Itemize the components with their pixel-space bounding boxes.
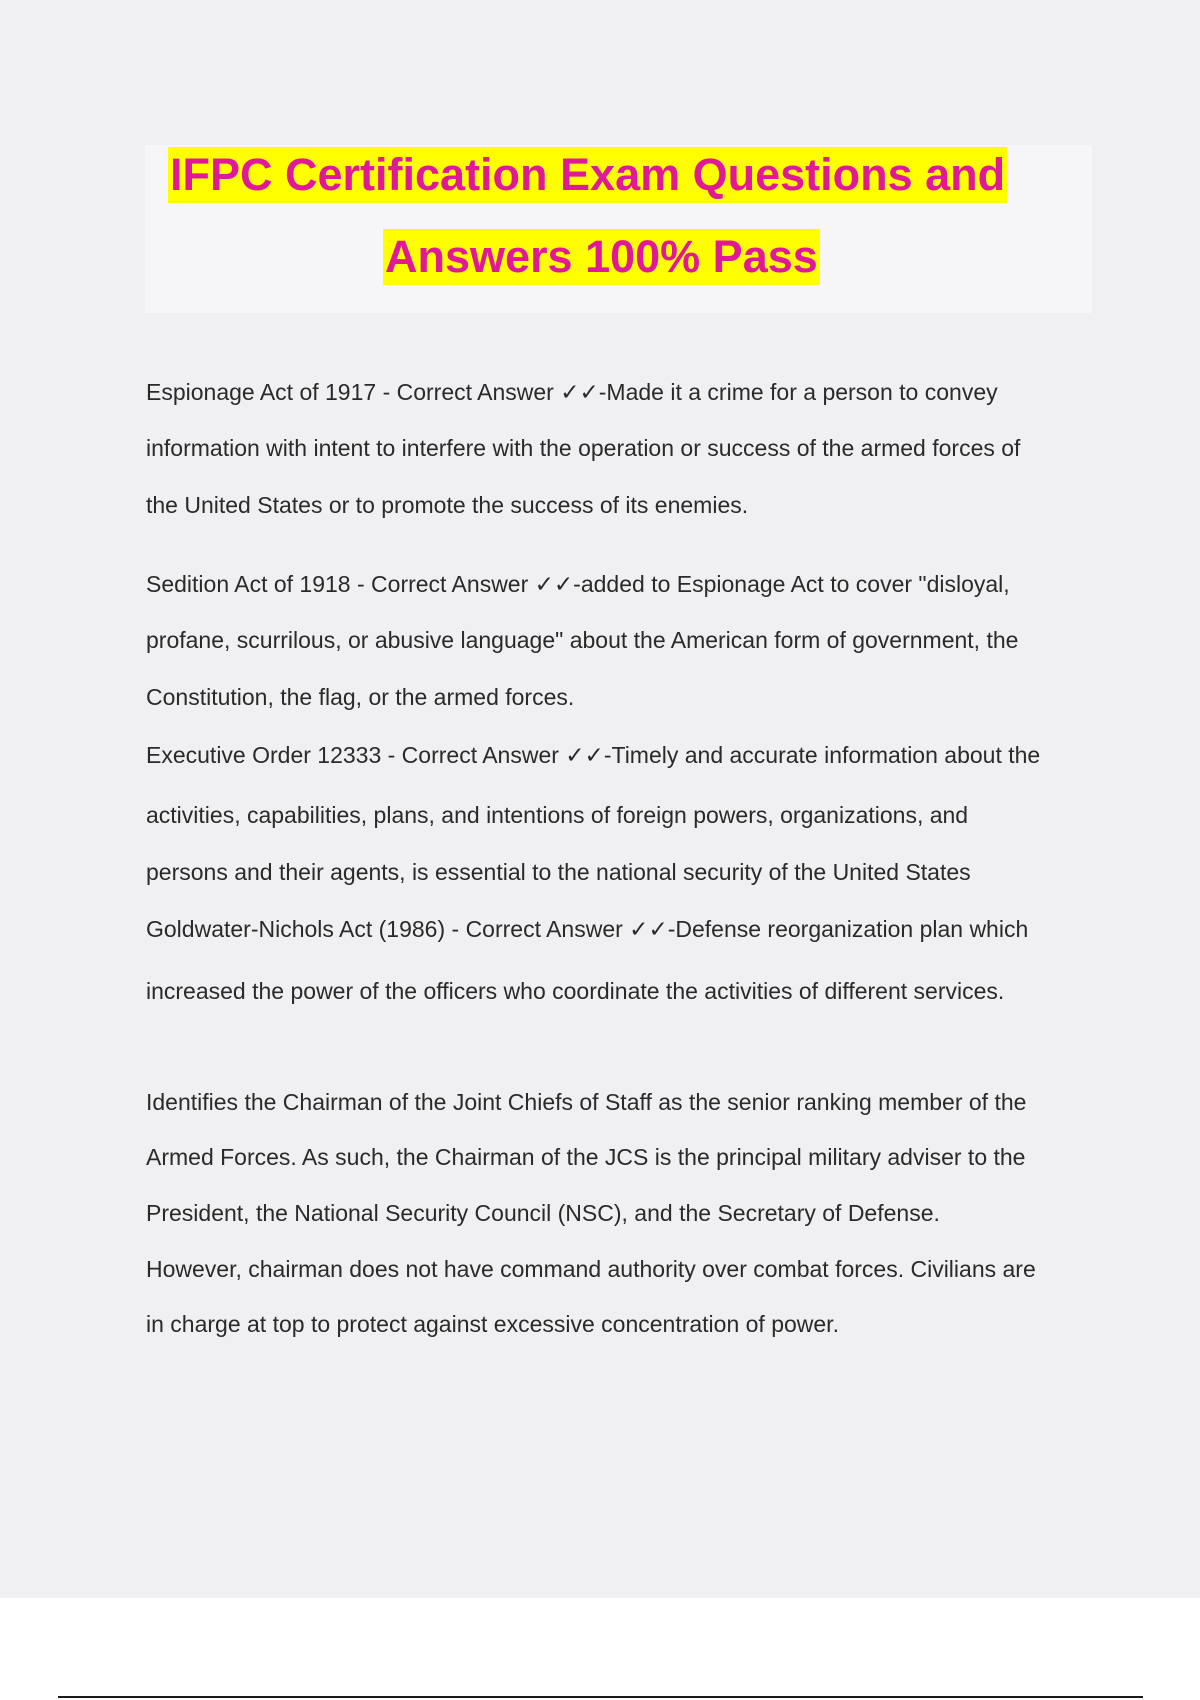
entry-eo12333-line-1: Executive Order 12333 - Correct Answer ✓✓-Timely and accurate information about the (146, 742, 1041, 768)
entry-jcs-line-4: However, chairman does not have command authority over combat forces. Civilians are (146, 1256, 1036, 1282)
document-title-line-1: IFPC Certification Exam Questions and (168, 147, 1007, 203)
entry-jcs-line-1: Identifies the Chairman of the Joint Chiefs of Staff as the senior ranking member of the (146, 1089, 1027, 1115)
entry-eo12333-line-3: persons and their agents, is essential to the national security of the United States (146, 859, 971, 885)
entry-sedition-line-1: Sedition Act of 1918 - Correct Answer ✓✓-added to Espionage Act to cover "disloyal, (146, 571, 1010, 597)
document-title-line-2: Answers 100% Pass (383, 229, 820, 285)
entry-jcs-line-3: President, the National Security Council (NSC), and the Secretary of Defense. (146, 1200, 940, 1226)
entry-goldwater-line-1: Goldwater-Nichols Act (1986) - Correct Answer ✓✓-Defense reorganization plan which (146, 916, 1029, 942)
entry-eo12333-line-2: activities, capabilities, plans, and intentions of foreign powers, organizations, and (146, 802, 969, 828)
entry-espionage-line-2: information with intent to interfere with the operation or success of the armed forces of (146, 435, 1021, 461)
title-block (145, 145, 1092, 313)
entry-goldwater-line-2: increased the power of the officers who coordinate the activities of different services. (146, 978, 1005, 1004)
entry-jcs-line-2: Armed Forces. As such, the Chairman of the JCS is the principal military adviser to the (146, 1144, 1026, 1170)
entry-jcs-line-5: in charge at top to protect against excessive concentration of power. (146, 1311, 839, 1337)
footer-divider (58, 1696, 1143, 1698)
entry-sedition-line-2: profane, scurrilous, or abusive language" about the American form of government, the (146, 627, 1019, 653)
entry-sedition-line-3: Constitution, the flag, or the armed forces. (146, 684, 575, 710)
entry-espionage-line-1: Espionage Act of 1917 - Correct Answer ✓✓-Made it a crime for a person to convey (146, 379, 998, 405)
entry-espionage-line-3: the United States or to promote the success of its enemies. (146, 492, 749, 518)
